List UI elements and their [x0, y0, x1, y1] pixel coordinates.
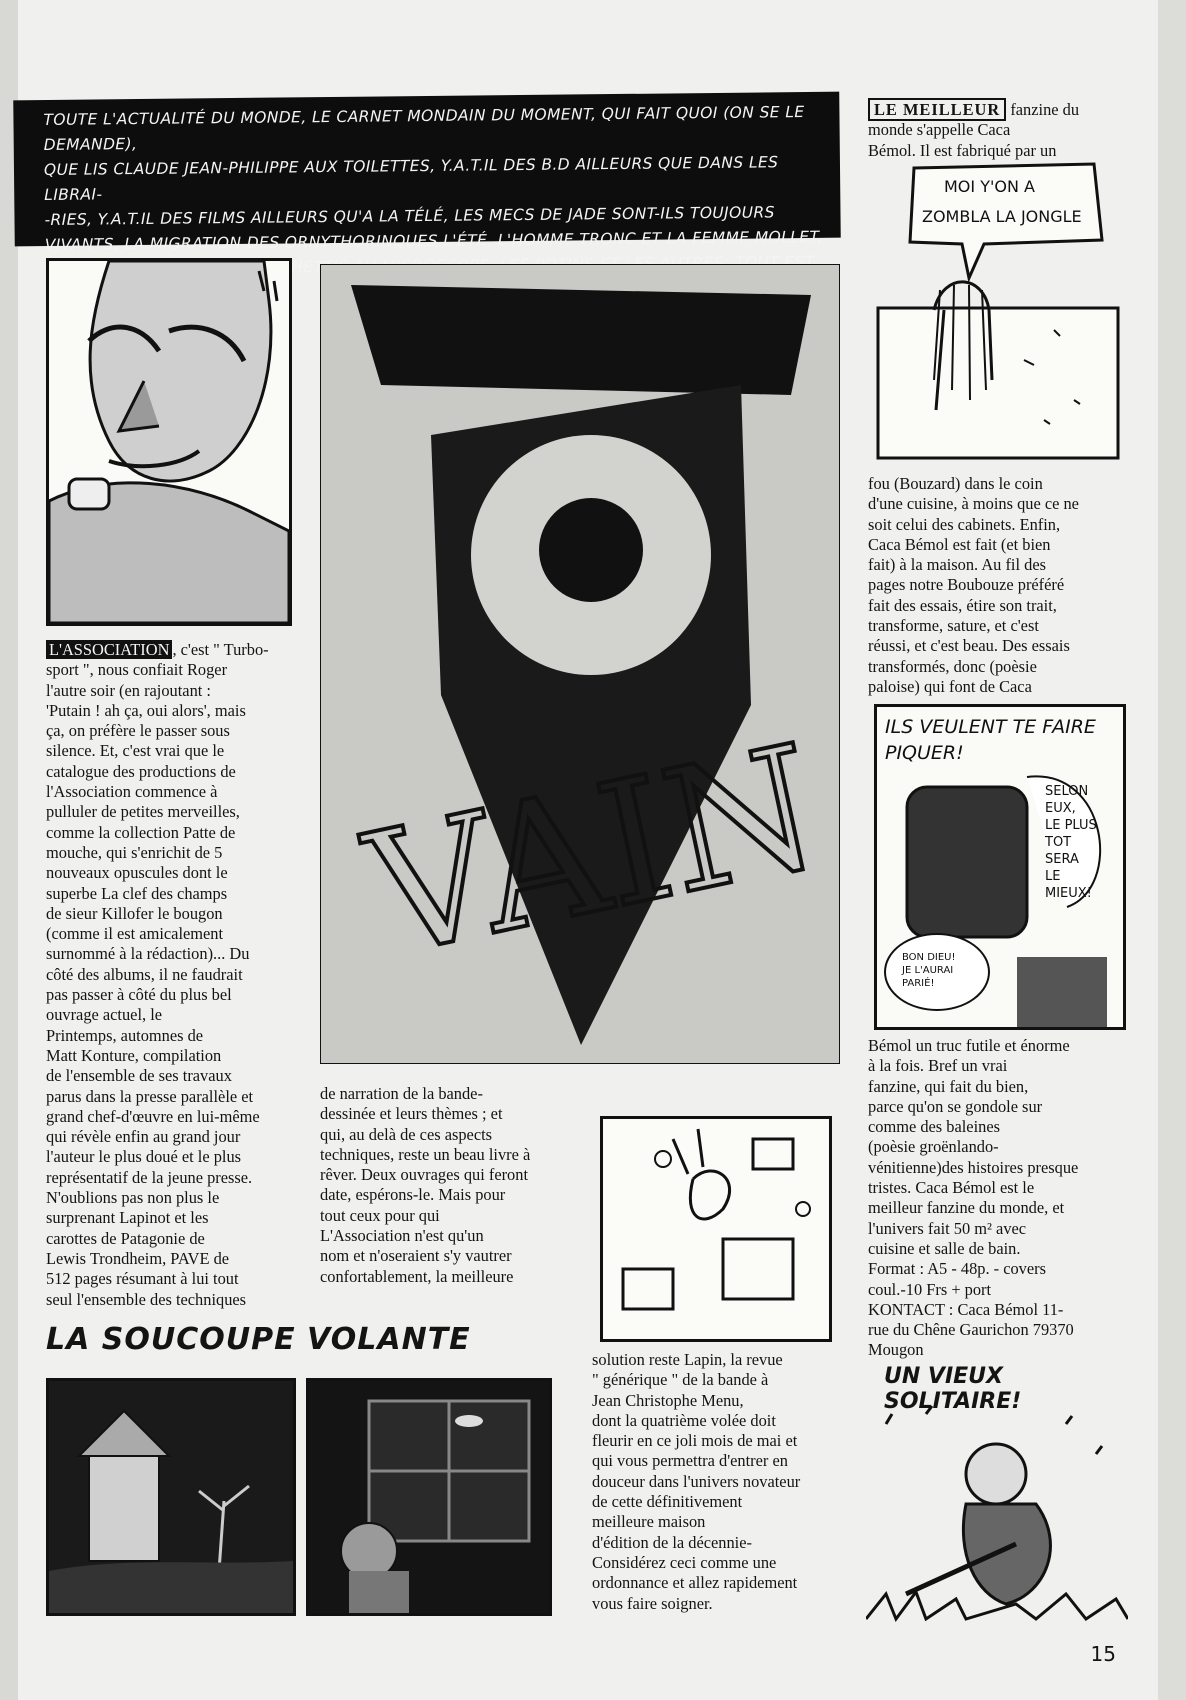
text-line: dont la quatrième volée doit: [592, 1410, 776, 1430]
text-line: rêver. Deux ouvrages qui feront: [320, 1165, 528, 1185]
caption-line: PIQUER!: [885, 742, 964, 764]
window-drawing: [309, 1381, 549, 1613]
text-line: à la fois. Bref un vrai: [868, 1056, 1008, 1076]
bald-man-drawing: [49, 261, 289, 623]
comic-title: UN VIEUX SOLITAIRE!: [884, 1364, 1022, 1414]
left-column-lines: [46, 660, 286, 1310]
house-drawing: [49, 1381, 293, 1613]
piquer-drawing: [877, 707, 1123, 1027]
speech-line: SELON: [1045, 784, 1089, 799]
text-line: N'oublions pas non plus le: [46, 1188, 220, 1208]
text-line: fleurir en ce joli mois de mai et: [592, 1431, 798, 1451]
text-line: transformés, donc (poèsie: [868, 656, 1037, 676]
text-line: fanzine, qui fait du bien,: [868, 1076, 1029, 1096]
speech-line: MIEUX!: [1045, 886, 1092, 901]
text-line: parus dans la presse parallèle et: [46, 1086, 254, 1106]
text-line: réussi, et c'est beau. Des essais: [868, 636, 1070, 656]
text-line: d'édition de la décennie-: [592, 1532, 752, 1552]
speech-line: BON DIEU!: [902, 952, 956, 963]
right-column-mid-text: [868, 474, 1126, 697]
text-line: L'Association n'est qu'un: [320, 1226, 484, 1246]
text-line: Format : A5 - 48p. - covers: [868, 1259, 1046, 1279]
poster-word: VAIN: [353, 708, 835, 996]
right-bottom-lines: [868, 1036, 1126, 1361]
text-line: soit celui des cabinets. Enfin,: [868, 514, 1061, 534]
guitarist-drawing: [866, 1394, 1128, 1624]
text-line: de sieur Killofer le bougon: [46, 903, 223, 923]
text-line: pulluler de petites merveilles,: [46, 802, 240, 822]
text-line: , c'est " Turbo-: [172, 640, 269, 659]
text-line: douceur dans l'univers novateur: [592, 1471, 801, 1491]
banner-line: QUE LIS CLAUDE JEAN-PHILIPPE AUX TOILETTES, Y.A.T.IL DES B.D AILLEURS QUE DANS LES LIBRAI-: [43, 153, 779, 205]
right-column-top-text: [868, 100, 1126, 161]
section-tag: LE MEILLEUR: [868, 98, 1006, 121]
text-line: " générique " de la bande à: [592, 1370, 769, 1390]
text-line: Caca Bémol est fait (et bien: [868, 534, 1051, 554]
text-line: cuisine et salle de bain.: [868, 1238, 1021, 1258]
soucoupe-panel-1: [46, 1378, 296, 1616]
speech-line: PARIÉ!: [902, 978, 935, 989]
page-number: 15: [1090, 1642, 1116, 1666]
banner-line: -RIES, Y.A.T.IL DES FILMS AILLEURS QU'A LA TÉLÉ, LES MECS DE JADE SONT-ILS TOUJOURS: [44, 203, 775, 230]
piquer-comic: [874, 704, 1126, 1030]
header-banner: [13, 92, 840, 277]
zombla-drawing: [874, 160, 1126, 468]
text-line: sport ", nous confiait Roger: [46, 660, 228, 680]
soucoupe-title: LA SOUCOUPE VOLANTE: [46, 1322, 471, 1357]
text-line: Matt Konture, compilation: [46, 1045, 222, 1065]
text-line: [46, 640, 286, 660]
right-column-bottom-text: [868, 1036, 1126, 1361]
text-line: 512 pages résumant à lui tout: [46, 1269, 239, 1289]
text-line: dessinée et leurs thèmes ; et: [320, 1104, 503, 1124]
vain-poster-graphic: [321, 265, 839, 1063]
text-line: représentatif de la jeune presse.: [46, 1167, 253, 1187]
text-line: pages notre Boubouze préféré: [868, 575, 1065, 595]
left-column-text: [46, 640, 286, 1310]
text-line: parce qu'on se gondole sur: [868, 1096, 1043, 1116]
text-line: date, espérons-le. Mais pour: [320, 1185, 506, 1205]
text-line: Bémol. Il est fabriqué par un: [868, 140, 1057, 160]
text-line: de narration de la bande-: [320, 1084, 483, 1103]
banner-line: SPAGHETTIS TOUT EST: [248, 252, 815, 277]
text-line: seul l'ensemble des techniques: [46, 1289, 247, 1309]
text-line: côté des albums, il ne faudrait: [46, 964, 243, 984]
text-line: qui révèle enfin au grand jour: [46, 1127, 241, 1147]
text-line: superbe La clef des champs: [46, 883, 228, 903]
text-line: Printemps, automnes de: [46, 1025, 204, 1045]
middle-column-lines: [320, 1084, 558, 1287]
banner-line: VIVANTS, LA MIGRATION DES ORNYTHORINQUES L'ÉTÉ, L'HOMME TRONC ET LA FEMME MOLLET,: [44, 227, 823, 255]
text-line: vous faire soigner.: [592, 1593, 713, 1613]
text-line: comme des baleines: [868, 1117, 1000, 1137]
text-line: de l'ensemble de ses travaux: [46, 1066, 232, 1086]
lapin-column-lines: [592, 1350, 832, 1614]
text-line: solution reste Lapin, la revue: [592, 1350, 783, 1369]
soucoupe-panel-2: [306, 1378, 552, 1616]
text-line: Lewis Trondheim, PAVE de: [46, 1248, 230, 1268]
text-line: fanzine du: [1006, 100, 1080, 119]
text-line: confortablement, la meilleure: [320, 1266, 514, 1286]
text-line: coul.-10 Frs + port: [868, 1279, 992, 1299]
text-line: KONTACT : Caca Bémol 11-: [868, 1299, 1064, 1319]
text-line: pas passer à côté du plus bel: [46, 985, 232, 1005]
text-line: l'univers fait 50 m² avec: [868, 1218, 1027, 1238]
text-line: qui vous permettra d'entrer en: [592, 1451, 788, 1471]
text-line: techniques, reste un beau livre à: [320, 1144, 531, 1164]
speech-line: JE L'AURAI: [902, 965, 954, 976]
vieux-solitaire-comic: [866, 1364, 1128, 1624]
text-line: l'Association commence à: [46, 782, 218, 802]
page-edge-right: [1158, 0, 1186, 1700]
lapin-drawing: [603, 1119, 829, 1339]
text-line: Bémol un truc futile et énorme: [868, 1036, 1070, 1055]
section-tag: L'ASSOCIATION: [46, 640, 172, 659]
lapin-illustration: [600, 1116, 832, 1342]
text-line: [868, 100, 1126, 120]
banner-line: TOUTE L'ACTUALITÉ DU MONDE, LE CARNET MONDAIN DU MOMENT, QUI FAIT QUOI (ON SE LE DEMANDE),: [43, 103, 805, 155]
speech-line: MOI Y'ON A: [944, 177, 1035, 196]
speech-line: LE PLUS: [1045, 818, 1097, 833]
text-line: ça, on préfère le passer sous: [46, 721, 230, 741]
text-line: ouvrage actuel, le: [46, 1005, 163, 1025]
page-edge-left: [0, 0, 18, 1700]
text-line: l'auteur le plus doué et le plus: [46, 1147, 242, 1167]
text-line: fou (Bouzard) dans le coin: [868, 474, 1043, 493]
text-line: grand chef-d'œuvre en lui-même: [46, 1106, 260, 1126]
text-line: Mougon: [868, 1340, 924, 1360]
text-line: nom et n'oseraient s'y vautrer: [320, 1246, 512, 1266]
speech-line: ZOMBLA LA JONGLE: [922, 207, 1082, 226]
zombla-comic: [874, 160, 1126, 468]
text-line: ordonnance et allez rapidement: [592, 1573, 798, 1593]
text-line: 'Putain ! ah ça, oui alors', mais: [46, 700, 246, 720]
text-line: d'une cuisine, à moins que ce ne: [868, 494, 1079, 514]
caption-line: ILS VEULENT TE FAIRE: [885, 716, 1096, 738]
text-line: l'autre soir (en rajoutant :: [46, 680, 211, 700]
text-line: de cette définitivement: [592, 1492, 743, 1512]
text-line: tout ceux pour qui: [320, 1205, 440, 1225]
text-line: (poèsie groënlando-: [868, 1137, 999, 1157]
text-line: nouveaux opuscules dont le: [46, 863, 228, 883]
text-line: tristes. Caca Bémol est le: [868, 1178, 1035, 1198]
text-line: silence. Et, c'est vrai que le: [46, 741, 225, 761]
text-line: rue du Chêne Gaurichon 79370: [868, 1320, 1074, 1340]
text-line: fait des essais, étire son trait,: [868, 595, 1057, 615]
text-line: transforme, sature, et c'est: [868, 616, 1039, 636]
vain-poster: [320, 264, 840, 1064]
text-line: carottes de Patagonie de: [46, 1228, 205, 1248]
text-line: fait) à la maison. Au fil des: [868, 555, 1046, 575]
text-line: vénitienne)des histoires presque: [868, 1157, 1079, 1177]
text-line: mouche, qui s'enrichit de 5: [46, 842, 223, 862]
text-line: meilleure maison: [592, 1512, 706, 1532]
middle-column-text: [320, 1084, 558, 1287]
text-line: (comme il est amicalement: [46, 924, 224, 944]
text-line: catalogue des productions de: [46, 761, 236, 781]
lapin-column-text: [592, 1350, 832, 1614]
text-line: monde s'appelle Caca: [868, 120, 1011, 140]
speech-line: LE: [1045, 869, 1061, 884]
text-line: paloise) qui font de Caca: [868, 676, 1032, 696]
text-line: meilleur fanzine du monde, et: [868, 1198, 1065, 1218]
bald-man-illustration: [46, 258, 292, 626]
text-line: qui, au delà de ces aspects: [320, 1124, 493, 1144]
text-line: comme la collection Patte de: [46, 822, 236, 842]
text-line: Jean Christophe Menu,: [592, 1390, 744, 1410]
text-line: surprenant Lapinot et les: [46, 1208, 209, 1228]
speech-line: TOT: [1045, 835, 1072, 850]
text-line: Considérez ceci comme une: [592, 1552, 777, 1572]
speech-line: EUX,: [1045, 801, 1076, 816]
right-mid-lines: [868, 474, 1126, 697]
speech-line: SERA: [1045, 852, 1079, 867]
text-line: surnommé à la rédaction)... Du: [46, 944, 250, 964]
